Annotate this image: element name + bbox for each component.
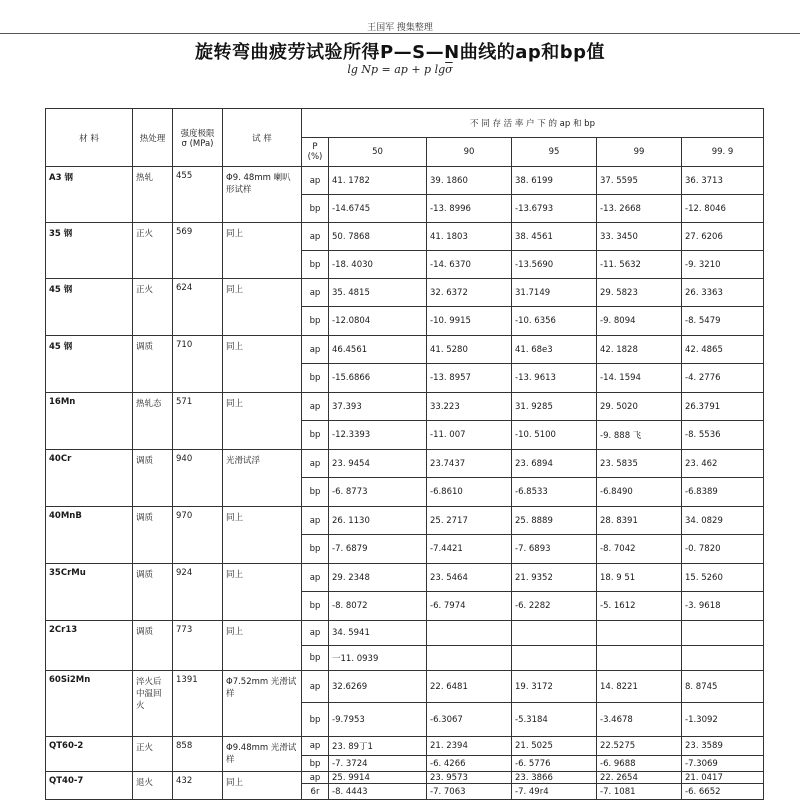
specimen-cell: 光滑试浮 xyxy=(223,450,302,507)
ap-value: 29. 5020 xyxy=(597,393,682,421)
material-cell: 35CrMu xyxy=(46,564,133,621)
bp-label: bp xyxy=(302,251,329,279)
bp-value: -7. 7063 xyxy=(427,784,512,800)
bp-value: -6.8490 xyxy=(597,478,682,507)
material-cell: QT40-7 xyxy=(46,772,133,800)
ap-value: 41. 1782 xyxy=(329,167,427,195)
ap-value: 41. 1803 xyxy=(427,223,512,251)
bp-value: -7. 6893 xyxy=(512,535,597,564)
ap-label: ap xyxy=(302,336,329,364)
data-table xyxy=(45,108,764,800)
ap-value: 26.3791 xyxy=(682,393,764,421)
heat-cell: 热轧态 xyxy=(133,393,173,450)
ap-value: 31. 9285 xyxy=(512,393,597,421)
table-row xyxy=(46,564,764,592)
specimen-cell: Φ9. 48mm 喇叭形试样 xyxy=(223,167,302,223)
ap-value: 50. 7868 xyxy=(329,223,427,251)
bp-value: -1.3092 xyxy=(682,703,764,737)
ap-value: 23. 6894 xyxy=(512,450,597,478)
heat-cell: 热轧 xyxy=(133,167,173,223)
bp-value: -15.6866 xyxy=(329,364,427,393)
ap-value: 21. 2394 xyxy=(427,737,512,756)
ap-value: 41. 68e3 xyxy=(512,336,597,364)
bp-value: -6. 8773 xyxy=(329,478,427,507)
specimen-cell: Φ9.48mm 光滑试样 xyxy=(223,737,302,772)
bp-value: -7. 49r4 xyxy=(512,784,597,800)
heat-cell: 调质 xyxy=(133,336,173,393)
heat-cell: 调质 xyxy=(133,564,173,621)
bp-label: bp xyxy=(302,478,329,507)
table-row xyxy=(46,450,764,478)
bp-value: -12.3393 xyxy=(329,421,427,450)
bp-label: 6r xyxy=(302,784,329,800)
material-cell: 35 钢 xyxy=(46,223,133,279)
formula-sigma: $\overline{\sigma}$ xyxy=(445,63,453,76)
material-cell: 40Cr xyxy=(46,450,133,507)
ap-value: 25. 2717 xyxy=(427,507,512,535)
bp-value: -12. 8046 xyxy=(682,195,764,223)
ap-value: 23. 9454 xyxy=(329,450,427,478)
strength-cell: 432 xyxy=(173,772,223,800)
ap-value: 28. 8391 xyxy=(597,507,682,535)
bp-value: -13.5690 xyxy=(512,251,597,279)
specimen-cell: 同上 xyxy=(223,223,302,279)
formula xyxy=(0,63,800,76)
strength-cell: 1391 xyxy=(173,671,223,737)
material-cell: 60Si2Mn xyxy=(46,671,133,737)
heat-cell: 调质 xyxy=(133,621,173,671)
bp-value xyxy=(512,646,597,671)
ap-label: ap xyxy=(302,772,329,784)
bp-value: -7.4421 xyxy=(427,535,512,564)
specimen-cell: 同上 xyxy=(223,336,302,393)
ap-label: ap xyxy=(302,279,329,307)
ap-value: 18. 9 51 xyxy=(597,564,682,592)
bp-value: -6. 5776 xyxy=(512,756,597,772)
header-note: 王国军 搜集整理 xyxy=(367,23,433,33)
specimen-cell: 同上 xyxy=(223,772,302,800)
ap-value: 37.393 xyxy=(329,393,427,421)
ap-value xyxy=(597,621,682,646)
bp-label: bp xyxy=(302,646,329,671)
strength-cell: 624 xyxy=(173,279,223,336)
formula-text: lg Np = ap + p lg xyxy=(347,63,446,76)
bp-value: -13. 8996 xyxy=(427,195,512,223)
bp-label: bp xyxy=(302,195,329,223)
material-cell: QT60-2 xyxy=(46,737,133,772)
bp-value: -14. 1594 xyxy=(597,364,682,393)
material-cell: 40MnB xyxy=(46,507,133,564)
table-row xyxy=(46,621,764,646)
bp-value: -12.0804 xyxy=(329,307,427,336)
bp-value: -9.7953 xyxy=(329,703,427,737)
ap-value: 26. 3363 xyxy=(682,279,764,307)
ap-value: 46.4561 xyxy=(329,336,427,364)
specimen-cell: 同上 xyxy=(223,507,302,564)
ap-value: 19. 3172 xyxy=(512,671,597,703)
material-cell: 45 钢 xyxy=(46,336,133,393)
bp-label: bp xyxy=(302,535,329,564)
heat-cell: 正火 xyxy=(133,279,173,336)
ap-label: ap xyxy=(302,507,329,535)
ap-value: 23.7437 xyxy=(427,450,512,478)
col-header-prob-999: 99. 9 xyxy=(682,138,764,167)
bp-value: -8. 7042 xyxy=(597,535,682,564)
ap-value: 23. 462 xyxy=(682,450,764,478)
bp-value xyxy=(597,646,682,671)
ap-label: ap xyxy=(302,167,329,195)
ap-value: 36. 3713 xyxy=(682,167,764,195)
bp-label: bp xyxy=(302,421,329,450)
ap-value: 27. 6206 xyxy=(682,223,764,251)
ap-value: 25. 9914 xyxy=(329,772,427,784)
heat-cell: 淬火后中温回火 xyxy=(133,671,173,737)
material-cell: 45 钢 xyxy=(46,279,133,336)
ap-label: ap xyxy=(302,737,329,756)
col-header-specimen: 试 样 xyxy=(223,109,302,167)
material-cell: 16Mn xyxy=(46,393,133,450)
ap-value: 29. 5823 xyxy=(597,279,682,307)
bp-value: -0. 7820 xyxy=(682,535,764,564)
ap-value: 29. 2348 xyxy=(329,564,427,592)
ap-value: 26. 1130 xyxy=(329,507,427,535)
specimen-cell: 同上 xyxy=(223,279,302,336)
strength-cell: 940 xyxy=(173,450,223,507)
strength-cell: 858 xyxy=(173,737,223,772)
bp-label: bp xyxy=(302,307,329,336)
bp-value: -7. 3724 xyxy=(329,756,427,772)
bp-label: bp xyxy=(302,756,329,772)
strength-cell: 455 xyxy=(173,167,223,223)
col-header-strength xyxy=(173,109,223,167)
ap-value: 32.6269 xyxy=(329,671,427,703)
ap-value: 39. 1860 xyxy=(427,167,512,195)
bp-value: -6. 2282 xyxy=(512,592,597,621)
table-row xyxy=(46,737,764,756)
ap-label: ap xyxy=(302,393,329,421)
heat-cell: 退火 xyxy=(133,772,173,800)
table-row xyxy=(46,393,764,421)
bp-value: -8. 8072 xyxy=(329,592,427,621)
ap-value xyxy=(512,621,597,646)
table-row xyxy=(46,507,764,535)
specimen-cell: 同上 xyxy=(223,564,302,621)
ap-value: 21. 9352 xyxy=(512,564,597,592)
bp-value: -6.3067 xyxy=(427,703,512,737)
strength-cell: 970 xyxy=(173,507,223,564)
heat-cell: 正火 xyxy=(133,223,173,279)
ap-value: 37. 5595 xyxy=(597,167,682,195)
col-header-prob-90: 90 xyxy=(427,138,512,167)
bp-value: -8. 4443 xyxy=(329,784,427,800)
material-cell: A3 钢 xyxy=(46,167,133,223)
ap-value: 25. 8889 xyxy=(512,507,597,535)
ap-value: 41. 5280 xyxy=(427,336,512,364)
ap-value: 35. 4815 xyxy=(329,279,427,307)
ap-value: 34. 5941 xyxy=(329,621,427,646)
col-header-heat: 热处理 xyxy=(133,109,173,167)
strength-cell: 571 xyxy=(173,393,223,450)
table-row xyxy=(46,279,764,307)
ap-label: ap xyxy=(302,564,329,592)
table-row xyxy=(46,223,764,251)
ap-value: 23. 5835 xyxy=(597,450,682,478)
bp-value: -14.6745 xyxy=(329,195,427,223)
bp-value: -6.8610 xyxy=(427,478,512,507)
table-row xyxy=(46,772,764,784)
strength-unit: σ (MPa) xyxy=(181,138,214,149)
ap-value xyxy=(427,621,512,646)
ap-label: ap xyxy=(302,621,329,646)
bp-label: bp xyxy=(302,592,329,621)
bp-value: -10. 6356 xyxy=(512,307,597,336)
ap-value: 23. 5464 xyxy=(427,564,512,592)
bp-value xyxy=(427,646,512,671)
bp-value: -5.3184 xyxy=(512,703,597,737)
ap-value: 23. 9573 xyxy=(427,772,512,784)
ap-value: 14. 8221 xyxy=(597,671,682,703)
col-header-survival: 不 同 存 活 率 户 下 的 ap 和 bp xyxy=(302,109,764,138)
col-header-prob-50: 50 xyxy=(329,138,427,167)
heat-cell: 调质 xyxy=(133,450,173,507)
material-cell: 2Cr13 xyxy=(46,621,133,671)
bp-value xyxy=(682,646,764,671)
ap-value: 22. 2654 xyxy=(597,772,682,784)
bp-value: -10. 5100 xyxy=(512,421,597,450)
bp-label: bp xyxy=(302,364,329,393)
bp-value: -13. 8957 xyxy=(427,364,512,393)
ap-value: 23. 3866 xyxy=(512,772,597,784)
ap-value: 34. 0829 xyxy=(682,507,764,535)
bp-value: -14. 6370 xyxy=(427,251,512,279)
ap-value: 21. 0417 xyxy=(682,772,764,784)
bp-value: -6.8533 xyxy=(512,478,597,507)
ap-value: 8. 8745 xyxy=(682,671,764,703)
bp-value: -6. 9688 xyxy=(597,756,682,772)
strength-cell: 924 xyxy=(173,564,223,621)
bp-value: -11. 5632 xyxy=(597,251,682,279)
heat-cell: 调质 xyxy=(133,507,173,564)
ap-value: 38. 6199 xyxy=(512,167,597,195)
bp-value: -6. 7974 xyxy=(427,592,512,621)
bp-value: -4. 2776 xyxy=(682,364,764,393)
bp-value: -18. 4030 xyxy=(329,251,427,279)
bp-value: -13.6793 xyxy=(512,195,597,223)
bp-value: -13. 2668 xyxy=(597,195,682,223)
ap-label: ap xyxy=(302,450,329,478)
ap-value xyxy=(682,621,764,646)
table-row xyxy=(46,671,764,703)
bp-value: -6. 4266 xyxy=(427,756,512,772)
col-header-material: 材 料 xyxy=(46,109,133,167)
bp-value: -6.8389 xyxy=(682,478,764,507)
bp-value: -7.3069 xyxy=(682,756,764,772)
bp-value: -11. 007 xyxy=(427,421,512,450)
ap-value: 23. 3589 xyxy=(682,737,764,756)
bp-value: -5. 1612 xyxy=(597,592,682,621)
ap-label: ap xyxy=(302,223,329,251)
ap-value: 33.223 xyxy=(427,393,512,421)
bp-value: -6. 6652 xyxy=(682,784,764,800)
bp-value: -3.4678 xyxy=(597,703,682,737)
strength-cell: 773 xyxy=(173,621,223,671)
col-header-p: P (%) xyxy=(302,138,329,167)
document-title: 旋转弯曲疲劳试验所得P—S—N曲线的ap和bp值 xyxy=(194,42,606,63)
bp-value: -8. 5536 xyxy=(682,421,764,450)
bp-value: -13. 9613 xyxy=(512,364,597,393)
bp-value: 一11. 0939 xyxy=(329,646,427,671)
bp-value: -10. 9915 xyxy=(427,307,512,336)
ap-value: 38. 4561 xyxy=(512,223,597,251)
strength-cell: 569 xyxy=(173,223,223,279)
ap-value: 22.5275 xyxy=(597,737,682,756)
table-row xyxy=(46,167,764,195)
bp-label: bp xyxy=(302,703,329,737)
ap-value: 23. 89丁1 xyxy=(329,737,427,756)
specimen-cell: 同上 xyxy=(223,621,302,671)
ap-value: 32. 6372 xyxy=(427,279,512,307)
ap-value: 31.7149 xyxy=(512,279,597,307)
bp-value: -3. 9618 xyxy=(682,592,764,621)
bp-value: -8. 5479 xyxy=(682,307,764,336)
table-row xyxy=(46,336,764,364)
ap-value: 22. 6481 xyxy=(427,671,512,703)
ap-value: 33. 3450 xyxy=(597,223,682,251)
specimen-cell: 同上 xyxy=(223,393,302,450)
bp-value: -9. 3210 xyxy=(682,251,764,279)
bp-value: -9. 8094 xyxy=(597,307,682,336)
heat-cell: 正火 xyxy=(133,737,173,772)
ap-value: 21. 5025 xyxy=(512,737,597,756)
bp-value: -9. 888 飞 xyxy=(597,421,682,450)
specimen-cell: Φ7.52mm 光滑试样 xyxy=(223,671,302,737)
col-header-prob-95: 95 xyxy=(512,138,597,167)
ap-label: ap xyxy=(302,671,329,703)
strength-label: 强度极限 xyxy=(180,128,215,139)
strength-cell: 710 xyxy=(173,336,223,393)
bp-value: -7. 1081 xyxy=(597,784,682,800)
col-header-prob-99: 99 xyxy=(597,138,682,167)
ap-value: 15. 5260 xyxy=(682,564,764,592)
top-rule xyxy=(0,33,800,34)
ap-value: 42. 4865 xyxy=(682,336,764,364)
ap-value: 42. 1828 xyxy=(597,336,682,364)
bp-value: -7. 6879 xyxy=(329,535,427,564)
